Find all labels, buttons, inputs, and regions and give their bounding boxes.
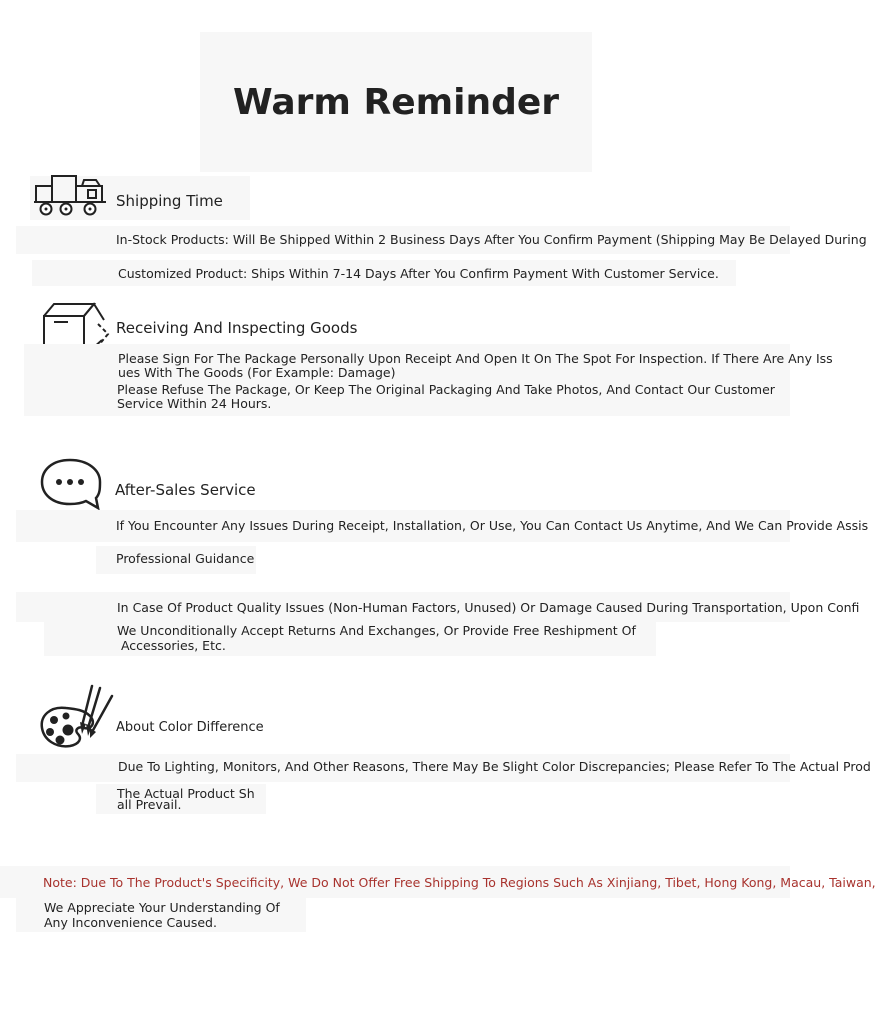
after-sales-line-3: In Case Of Product Quality Issues (Non-Human Factors, Unused) Or Damage Caused During Transportation, Upon Confi — [117, 600, 860, 615]
color-line-1: Due To Lighting, Monitors, And Other Reasons, There May Be Slight Color Discrepancies; Please Refer To The Actual Prod — [118, 759, 871, 774]
receiving-p2-line-2: Service Within 24 Hours. — [117, 396, 272, 411]
shipping-note: Note: Due To The Product's Specificity, We Do Not Offer Free Shipping To Regions Such As Xinjiang, Tibet, Hong Kong, Macau, Taiwan, — [43, 875, 876, 890]
color-line-2b: all Prevail. — [117, 797, 182, 812]
shipping-line-1: In-Stock Products: Will Be Shipped Within 2 Business Days After You Confirm Payment (Shipping May Be Delayed During — [116, 232, 867, 247]
palette-icon — [36, 682, 116, 754]
thanks-line-2: Any Inconvenience Caused. — [44, 915, 217, 930]
receiving-p1-line-2: ues With The Goods (For Example: Damage) — [118, 365, 396, 380]
truck-icon — [32, 172, 120, 220]
receiving-p1-line-1: Please Sign For The Package Personally Upon Receipt And Open It On The Spot For Inspection. If There Are Any Iss — [118, 351, 833, 366]
after-sales-line-2: Professional Guidance — [116, 551, 255, 566]
section-heading-receiving: Receiving And Inspecting Goods — [116, 319, 358, 337]
thanks-line-1: We Appreciate Your Understanding Of — [44, 900, 280, 915]
section-heading-shipping: Shipping Time — [116, 192, 223, 210]
after-sales-line-4a: We Unconditionally Accept Returns And Exchanges, Or Provide Free Reshipment Of — [117, 623, 636, 638]
after-sales-line-4b: Accessories, Etc. — [117, 638, 226, 653]
page-title: Warm Reminder — [200, 32, 592, 172]
section-heading-color: About Color Difference — [116, 720, 264, 735]
after-sales-line-1: If You Encounter Any Issues During Receipt, Installation, Or Use, You Can Contact Us Anytime, And We Can Provide Assis — [116, 518, 869, 533]
receiving-p2-line-1: Please Refuse The Package, Or Keep The Original Packaging And Take Photos, And Contact Our Customer — [117, 382, 775, 397]
chat-bubble-icon — [38, 456, 104, 512]
color-line-2a: The Actual Product Sh — [117, 786, 255, 801]
shipping-line-2: Customized Product: Ships Within 7-14 Days After You Confirm Payment With Customer Service. — [118, 266, 719, 281]
section-heading-after-sales: After-Sales Service — [115, 481, 256, 499]
